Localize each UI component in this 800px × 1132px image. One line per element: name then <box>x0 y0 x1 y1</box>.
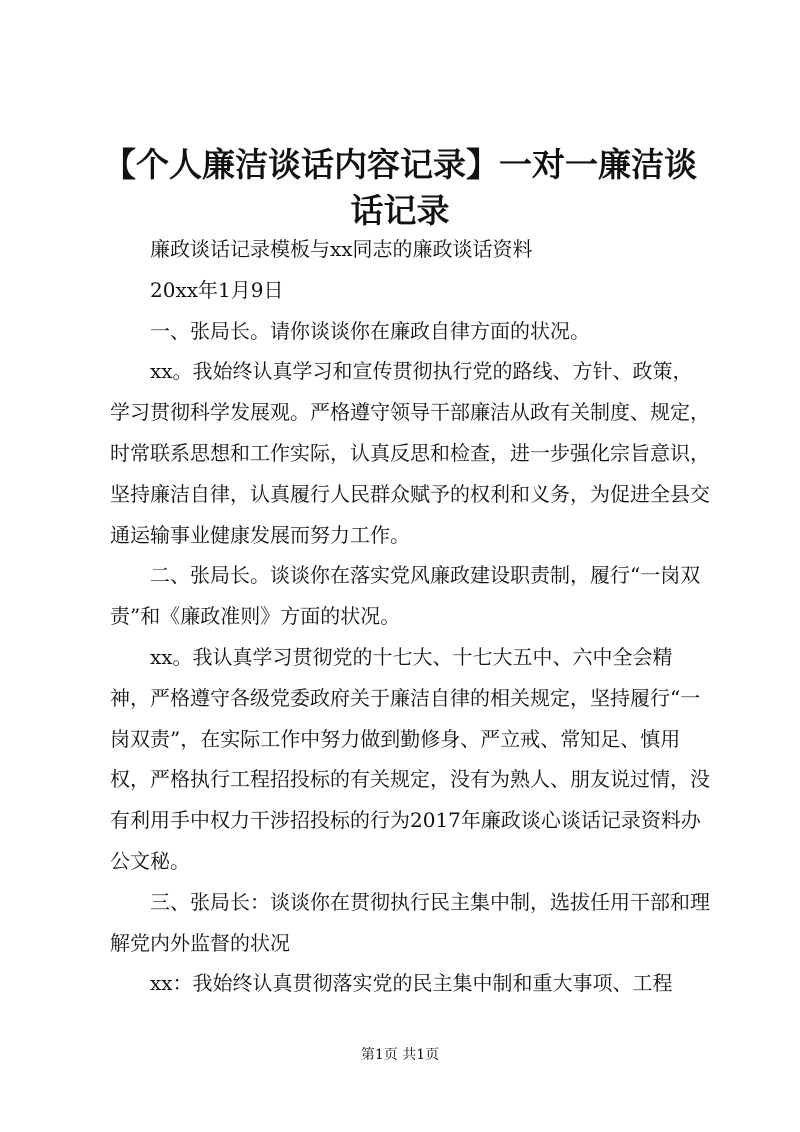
answer-2-paragraph: xx。我认真学习贯彻党的十七大、十七大五中、六中全会精神，严格遵守各级党委政府关于廉洁自律的相关规定，坚持履行“一岗双责”，在实际工作中努力做到勤修身、严立戒、常知足、慎用权，严格执行工程招投标的有关规定，没有为熟人、朋友说过情，没有利用手中权力干涉招投标的行为2017年廉政谈心谈话记录资料办公文秘。 <box>110 644 710 873</box>
question-2-paragraph: 二、张局长。谈谈你在落实党风廉政建设职责制，履行“一岗双责”和《廉政准则》方面的状况。 <box>110 563 701 629</box>
date-paragraph: 20xx年1月9日 <box>150 277 284 302</box>
document-title: 【个人廉洁谈话内容记录】一对一廉洁谈话记录 <box>103 145 697 230</box>
answer-3-paragraph: xx：我始终认真贯彻落实党的民主集中制和重大事项、工程 <box>150 971 673 996</box>
question-1-paragraph: 一、张局长。请你谈谈你在廉政自律方面的状况。 <box>150 318 590 343</box>
answer-1-paragraph: xx。我始终认真学习和宣传贯彻执行党的路线、方针、政策，学习贯彻科学发展观。严格遵守领导干部廉洁从政有关制度、规定，时常联系思想和工作实际，认真反思和检查，进一步强化宗旨意识，坚持廉洁自律，认真履行人民群众赋予的权利和义务，为促进全县交通运输事业健康发展而努力工作。 <box>110 359 710 547</box>
page-footer: 第1页 共1页 <box>360 1047 440 1063</box>
document-body <box>110 229 710 1004</box>
subtitle-paragraph: 廉政谈话记录模板与xx同志的廉政谈话资料 <box>150 237 533 261</box>
question-3-paragraph: 三、张局长：谈谈你在贯彻执行民主集中制，选拔任用干部和理解党内外监督的状况 <box>110 889 710 955</box>
